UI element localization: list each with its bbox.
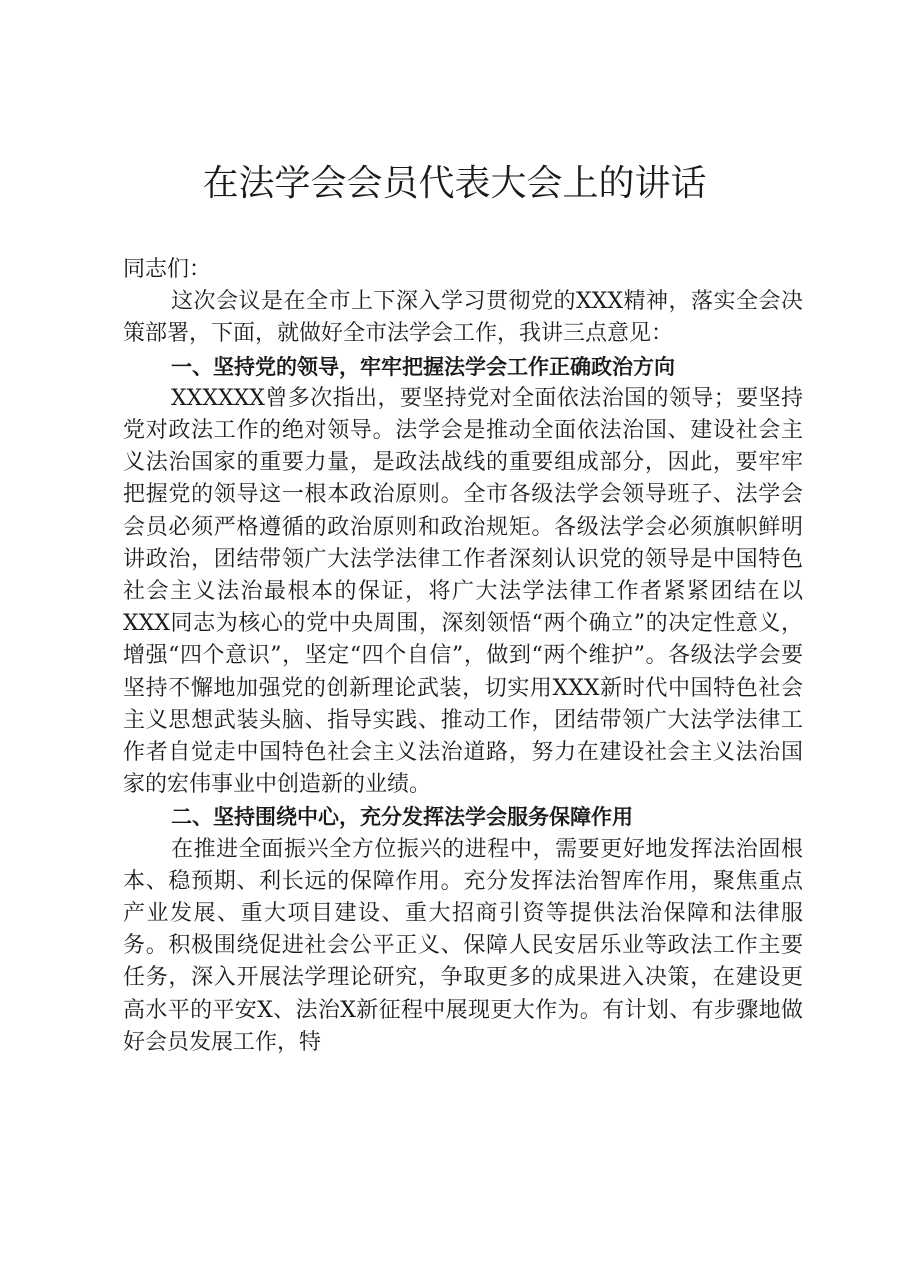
document-body xyxy=(123,254,803,1059)
intro-paragraph: 这次会议是在全市上下深入学习贯彻党的XXX精神，落实全会决策部署，下面，就做好全市法学会工作，我讲三点意见： xyxy=(123,289,803,347)
salutation: 同志们： xyxy=(123,257,212,282)
section-heading-2: 二、坚持围绕中心，充分发挥法学会服务保障作用 xyxy=(171,805,633,830)
document-title: 在法学会会员代表大会上的讲话 xyxy=(202,163,707,204)
section-paragraph-1: XXXXXX曾多次指出，要坚持党对全面依法治国的领导；要坚持党对政法工作的绝对领导。法学会是推动全面依法治国、建设社会主义法治国家的重要力量，是政法战线的重要组成部分，因此，要牢牢把握党的领导这一根本政治原则。全市各级法学会领导班子、法学会会员必须严格遵循的政治原则和政治规矩。各级法学会必须旗帜鲜明讲政治，团结带领广大法学法律工作者深刻认识党的领导是中国特色社会主义法治最根本的保证，将广大法学法律工作者紧紧团结在以XXX同志为核心的党中央周围，深刻领悟“两个确立”的决定性意义，增强“四个意识”，坚定“四个自信”，做到“两个维护”。各级法学会要坚持不懈地加强党的创新理论武装，切实用XXX新时代中国特色社会主义思想武装头脑、指导实践、推动工作，团结带领广大法学法律工作者自觉走中国特色社会主义法治道路，努力在建设社会主义法治国家的宏伟事业中创造新的业绩。 xyxy=(123,385,803,798)
section-paragraph-2: 在推进全面振兴全方位振兴的进程中，需要更好地发挥法治固根本、稳预期、利长远的保障作用。充分发挥法治智库作用，聚焦重点产业发展、重大项目建设、重大招商引资等提供法治保障和法律服务。积极围绕促进社会公平正义、保障人民安居乐业等政法工作主要任务，深入开展法学理论研究，争取更多的成果进入决策，在建设更高水平的平安X、法治X新征程中展现更大作为。有计划、有步骤地做好会员发展工作，特 xyxy=(123,836,803,1055)
section-heading-1: 一、坚持党的领导，牢牢把握法学会工作正确政治方向 xyxy=(171,354,675,379)
